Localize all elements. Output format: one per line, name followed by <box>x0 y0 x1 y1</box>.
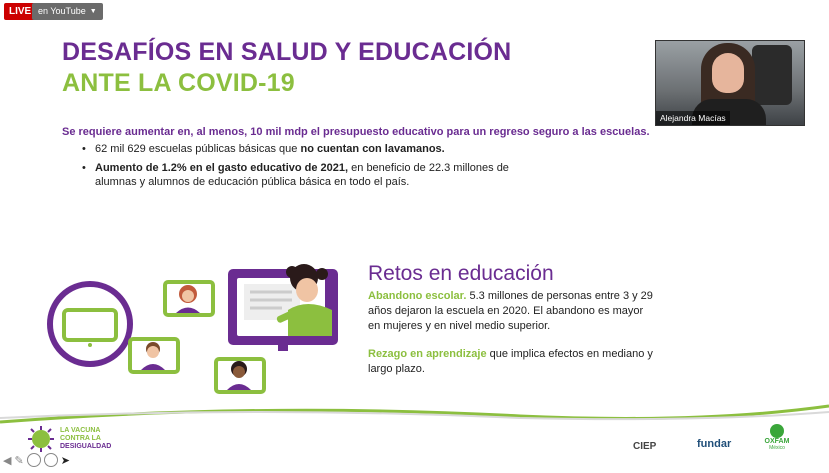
bullet-bold-text: no cuentan con lavamanos. <box>300 143 445 155</box>
bullet-list <box>95 142 535 194</box>
live-badge: LIVE <box>4 3 36 20</box>
footer-wave <box>0 392 829 432</box>
paragraph-highlight: Abandono escolar. <box>368 290 467 302</box>
slide-subtitle: ANTE LA COVID-19 <box>62 69 295 97</box>
student-avatar <box>165 282 213 315</box>
ciep-label: CIEP <box>633 441 657 452</box>
campaign-line2: CONTRA LA <box>60 435 101 442</box>
student-avatar <box>130 339 178 372</box>
student-avatar <box>216 359 264 392</box>
zoom-icon[interactable] <box>27 453 41 467</box>
virus-icon <box>26 424 56 454</box>
intro-text: Se requiere aumentar en, al menos, 10 mil mdp el presupuesto educativo para un regreso seguro a las escuelas. <box>62 126 650 138</box>
pencil-icon[interactable]: ✎ <box>14 454 24 467</box>
campaign-line3: DESIGUALDAD <box>60 443 112 450</box>
bullet-text: 62 mil 629 escuelas públicas básicas que <box>95 143 301 155</box>
paragraph-abandono <box>368 289 658 334</box>
slide-title: DESAFÍOS EN SALUD Y EDUCACIÓN <box>62 38 512 66</box>
bullet-item <box>95 142 535 157</box>
education-illustration <box>42 262 342 402</box>
paragraph-text: que implica efectos en mediano y largo plazo. <box>368 348 653 375</box>
fundar-label: fundar <box>697 438 732 450</box>
bullet-bold-text: Aumento de 1.2% en el gasto educativo de 2021, <box>95 161 349 174</box>
campaign-logo <box>26 424 111 454</box>
campaign-line1: LA VACUNA <box>60 427 101 434</box>
arrow-left-icon[interactable]: ◀ <box>3 454 12 467</box>
bullet-item <box>95 161 535 190</box>
oxfam-sub-label: México <box>769 445 785 451</box>
paragraph-rezago <box>368 347 658 377</box>
chevron-down-icon: ▼ <box>89 8 97 15</box>
oxfam-label: OXFAM <box>764 438 790 445</box>
section-title: Retos en educación <box>368 262 554 285</box>
oxfam-logo <box>762 424 792 451</box>
participant-name: Alejandra Macías <box>656 111 730 125</box>
menu-icon[interactable] <box>44 453 58 467</box>
viewer-toolbar <box>3 453 70 467</box>
fundar-logo <box>697 434 731 452</box>
oxfam-icon <box>770 424 784 438</box>
participant-video[interactable] <box>655 40 805 126</box>
paragraph-text: 5.3 millones de personas entre 3 y 29 años dejaron la escuela en 2020. El abandono es mayor en mujeres y en nivel medio superior. <box>368 290 653 332</box>
youtube-dropdown-label: en YouTube <box>38 6 86 16</box>
paragraph-highlight: Rezago en aprendizaje <box>368 348 487 360</box>
bullet-text: en beneficio de 22.3 millones de alumnas y alumnos de educación pública básica en todo el país. <box>95 161 509 188</box>
pointer-icon[interactable]: ➤ <box>60 454 70 467</box>
youtube-dropdown[interactable] <box>32 3 103 20</box>
ciep-logo <box>633 436 656 454</box>
tablet-icon <box>50 284 130 364</box>
